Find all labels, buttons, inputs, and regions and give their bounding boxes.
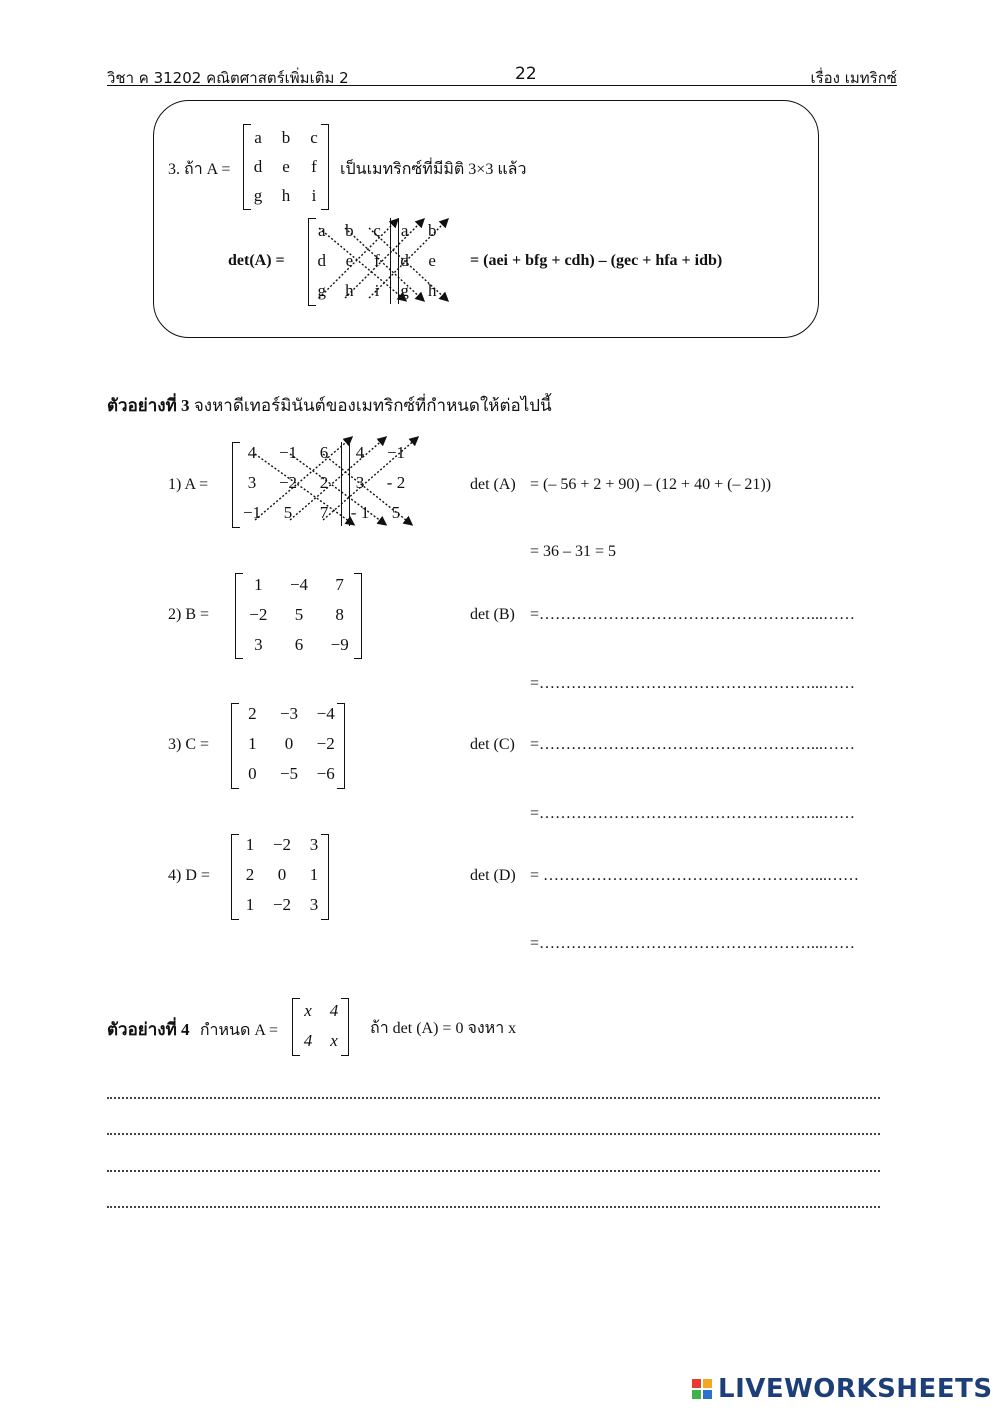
matrix-entry: 7 xyxy=(335,575,344,594)
logo-square xyxy=(703,1390,712,1399)
matrix-entry: 0 xyxy=(248,764,257,783)
example4-condition: ถ้า det (A) = 0 จงหา x xyxy=(370,1020,517,1037)
det-label: det (A) xyxy=(470,476,516,493)
matrix-entry: 3 xyxy=(254,635,263,654)
matrix-entry: h xyxy=(281,185,291,205)
matrix-entry: 0 xyxy=(284,734,294,753)
matrix-entry: g xyxy=(400,281,409,300)
matrix-entry: 5 xyxy=(294,605,304,624)
matrix-entry: d xyxy=(400,251,409,270)
matrix-a xyxy=(295,996,347,1056)
matrix-entry: x xyxy=(330,1031,338,1050)
header-rule xyxy=(107,85,897,86)
problem-label: 3) C = xyxy=(168,736,210,753)
logo-text: LIVEWORKSHEETS xyxy=(718,1374,993,1404)
matrix-entry: 1 xyxy=(254,575,263,594)
matrix-entry: e xyxy=(282,156,290,176)
matrix-d xyxy=(234,830,330,920)
diagonal-arrows xyxy=(235,432,425,532)
matrix-entry: 2 xyxy=(319,473,329,492)
matrix-entry: 2 xyxy=(245,865,255,884)
header-topic: เรื่อง เมทริกซ์ xyxy=(810,69,897,87)
matrix-entry: −2 xyxy=(272,895,292,914)
matrix-b xyxy=(238,570,360,660)
matrix-entry: 3 xyxy=(247,473,257,492)
matrix-entry: x xyxy=(304,1001,312,1020)
answer-line[interactable] xyxy=(107,1206,880,1208)
matrix-entry: f xyxy=(311,156,317,176)
matrix-bracket-right xyxy=(337,703,345,789)
matrix-entry: - 1 xyxy=(350,503,370,522)
logo-square xyxy=(692,1379,701,1388)
header-subject: วิชา ค 31202 คณิตศาสตร์เพิ่มเติม 2 xyxy=(107,69,349,87)
det-label: det (D) xyxy=(470,867,516,884)
matrix-entry: 0 xyxy=(277,865,287,884)
matrix-entry: - 2 xyxy=(386,473,406,492)
problem-label: 2) B = xyxy=(168,606,210,623)
matrix-bracket-left xyxy=(231,703,239,789)
answer-line[interactable]: =……………………………………………...…… xyxy=(530,736,856,753)
matrix-entry: −5 xyxy=(279,764,299,783)
example4-title xyxy=(107,1016,278,1043)
matrix-entry: 5 xyxy=(283,503,293,522)
rule-description: เป็นเมทริกซ์ที่มีมิติ 3×3 แล้ว xyxy=(340,161,527,178)
matrix-entry: f xyxy=(374,251,380,270)
answer-line[interactable]: = ……………………………………………...…… xyxy=(530,867,860,884)
matrix-bracket-right xyxy=(354,573,362,659)
diagonal-arrows xyxy=(305,210,460,310)
matrix-entry: 8 xyxy=(335,605,344,624)
matrix-entry: −2 xyxy=(316,734,335,753)
matrix-entry: h xyxy=(345,281,354,300)
example4-title-bold: ตัวอย่างที่ 4 xyxy=(107,1020,190,1039)
matrix-entry: a xyxy=(318,221,326,240)
matrix-entry: g xyxy=(253,185,263,205)
matrix-entry: 3 xyxy=(309,895,319,914)
det-label: det (C) xyxy=(470,736,515,753)
matrix-entry: 4 xyxy=(329,1001,339,1020)
example3-title-rest: จงหาดีเทอร์มินันต์ของเมทริกซ์ที่กำหนดให้ต่อไปนี้ xyxy=(193,396,552,415)
matrix-entry: −2 xyxy=(249,605,268,624)
rule-matrix xyxy=(244,124,328,210)
matrix-entry: −2 xyxy=(272,835,292,854)
matrix-entry: 5 xyxy=(391,503,401,522)
matrix-entry: d xyxy=(317,251,327,270)
matrix-entry: −9 xyxy=(330,635,349,654)
matrix-entry: 4 xyxy=(355,443,365,462)
matrix-entry: −1 xyxy=(278,443,298,462)
logo-square xyxy=(692,1390,701,1399)
det-work-line: = (– 56 + 2 + 90) – (12 + 40 + (– 21)) xyxy=(530,476,772,493)
matrix-entry: d xyxy=(253,156,263,176)
matrix-bracket-right xyxy=(341,998,349,1056)
matrix-entry: h xyxy=(427,281,437,300)
matrix-entry: i xyxy=(374,281,380,300)
matrix-entry: −4 xyxy=(316,704,335,723)
matrix-entry: −3 xyxy=(279,704,299,723)
matrix-entry: e xyxy=(428,251,436,270)
matrix-entry: −1 xyxy=(386,443,406,462)
matrix-bracket-right xyxy=(321,834,329,920)
answer-line[interactable] xyxy=(107,1170,880,1172)
matrix-entry: −1 xyxy=(242,503,262,522)
matrix-entry: b xyxy=(345,221,354,240)
answer-line[interactable]: =……………………………………………...…… xyxy=(530,935,856,952)
logo-square xyxy=(703,1379,712,1388)
det-result-line: = 36 – 31 = 5 xyxy=(530,543,617,560)
matrix-entry: 1 xyxy=(248,734,257,753)
rule-item-label: 3. ถ้า A = xyxy=(168,161,231,178)
matrix-entry: 6 xyxy=(319,443,329,462)
matrix-bracket-left xyxy=(235,573,243,659)
answer-line[interactable]: =……………………………………………...…… xyxy=(530,606,856,623)
matrix-entry: g xyxy=(317,281,327,300)
matrix-entry: 1 xyxy=(245,835,255,854)
matrix-entry: e xyxy=(345,251,354,270)
matrix-entry: 4 xyxy=(303,1031,313,1050)
matrix-entry: 1 xyxy=(245,895,255,914)
liveworksheets-logo xyxy=(690,1373,993,1407)
matrix-entry: 4 xyxy=(247,443,257,462)
matrix-entry: 6 xyxy=(294,635,304,654)
matrix-bracket-left xyxy=(243,124,251,210)
det-formula: = (aei + bfg + cdh) – (gec + hfa + idb) xyxy=(470,252,723,269)
matrix-c xyxy=(234,699,344,789)
matrix-entry: c xyxy=(310,128,318,148)
answer-line[interactable]: =……………………………………………...…… xyxy=(530,805,856,822)
answer-line[interactable] xyxy=(107,1097,880,1099)
det-label: det(A) = xyxy=(228,252,285,269)
matrix-entry: i xyxy=(311,185,317,205)
example3-title-bold: ตัวอย่างที่ 3 xyxy=(107,396,190,415)
page-number: 22 xyxy=(515,64,537,84)
matrix-bracket-right xyxy=(321,124,329,210)
answer-line[interactable]: =……………………………………………...…… xyxy=(530,675,856,692)
matrix-bracket-left xyxy=(231,834,239,920)
matrix-entry: b xyxy=(281,128,291,148)
matrix-entry: a xyxy=(254,128,262,148)
matrix-entry: −6 xyxy=(316,764,335,783)
matrix-bracket-left xyxy=(292,998,300,1056)
example4-given: กำหนด A = xyxy=(199,1022,279,1039)
matrix-entry: 7 xyxy=(319,503,329,522)
matrix-entry: 1 xyxy=(309,865,319,884)
matrix-entry: c xyxy=(373,221,381,240)
matrix-entry: 3 xyxy=(355,473,365,492)
example3-title xyxy=(107,392,552,419)
matrix-entry: 2 xyxy=(248,704,257,723)
problem-label: 1) A = xyxy=(168,476,209,493)
matrix-entry: b xyxy=(427,221,437,240)
matrix-entry: a xyxy=(400,221,409,240)
matrix-entry: −2 xyxy=(278,473,298,492)
answer-line[interactable] xyxy=(107,1133,880,1135)
matrix-entry: 3 xyxy=(309,835,319,854)
matrix-entry: −4 xyxy=(289,575,309,594)
problem-label: 4) D = xyxy=(168,867,210,884)
det-label: det (B) xyxy=(470,606,515,623)
